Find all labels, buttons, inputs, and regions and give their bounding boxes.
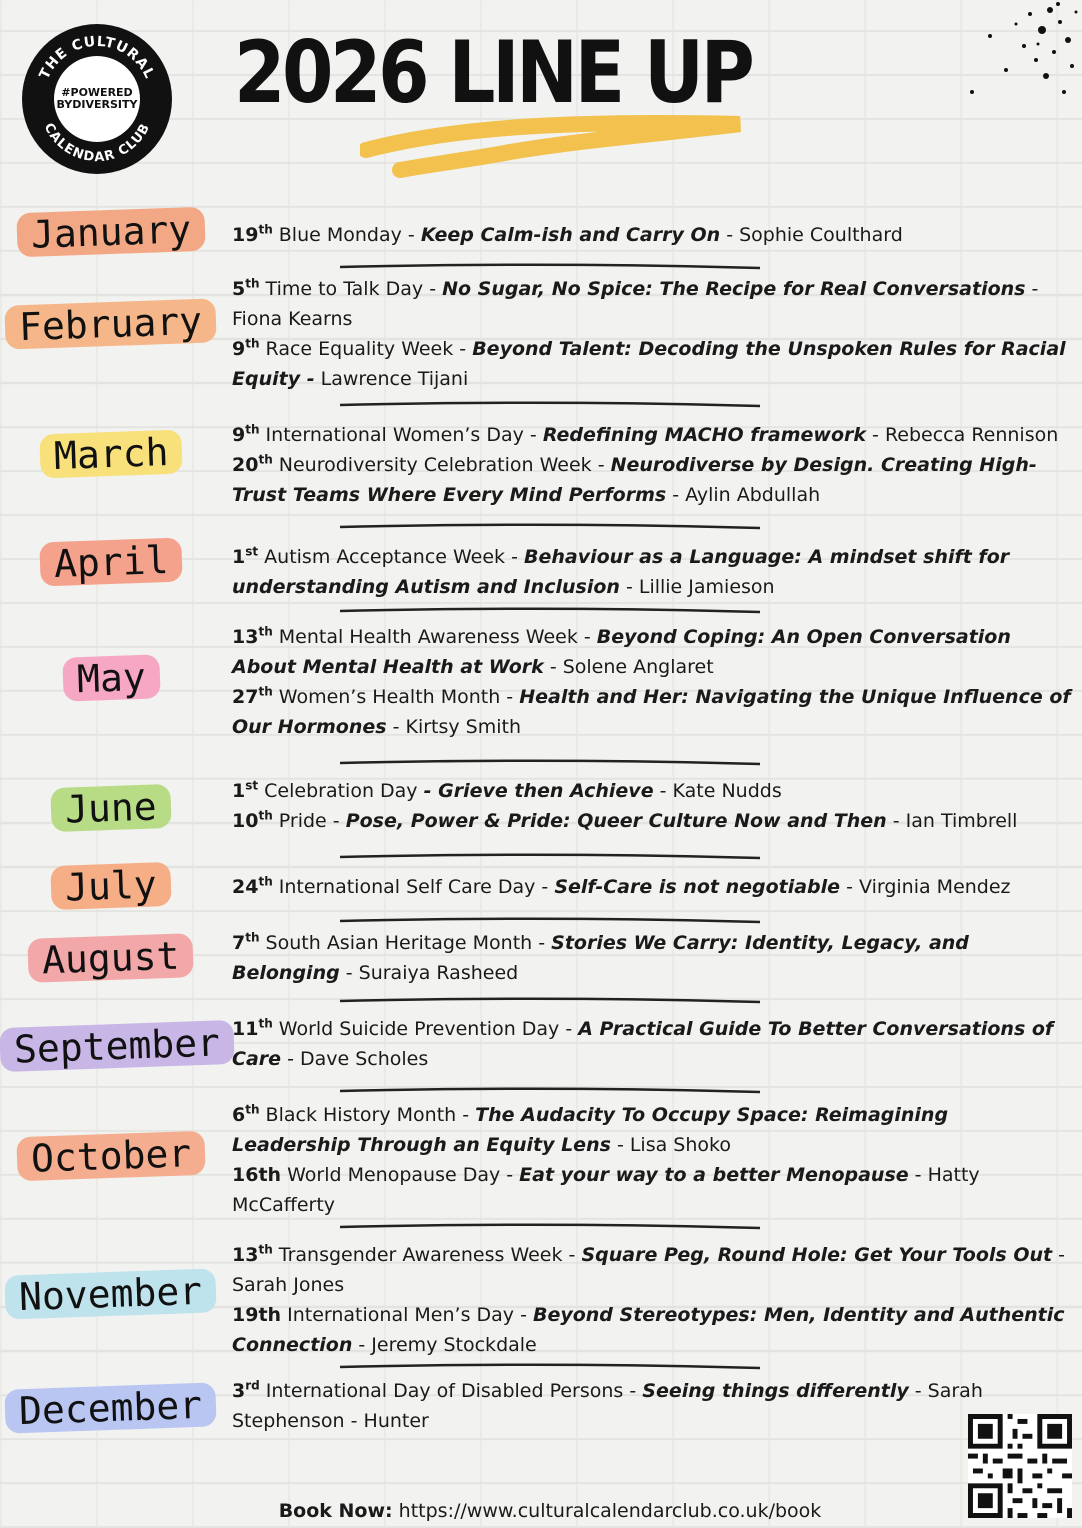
list-item — [232, 872, 1072, 902]
event-date-suffix: th — [258, 624, 273, 639]
list-item — [232, 220, 1072, 250]
event-name: Blue Monday - — [272, 224, 421, 246]
list-item — [232, 1014, 1072, 1074]
speaker-name: - Ian Timbrell — [886, 810, 1018, 832]
svg-text:THE CULTURAL — [37, 34, 158, 82]
month-label-text: December — [5, 1382, 217, 1433]
divider — [340, 758, 760, 768]
event-name: World Suicide Prevention Day - — [272, 1018, 579, 1040]
divider — [340, 1086, 760, 1096]
list-item — [232, 274, 1072, 334]
speaker-name: - Sarah Jones — [232, 1244, 1066, 1296]
talk-title: The Audacity To Occupy Space: Reimagining Leadership Through an Equity Lens — [232, 1104, 949, 1156]
footer — [0, 1500, 1082, 1522]
event-date-suffix: st — [245, 778, 259, 793]
talk-title: A Practical Guide To Better Conversations of Care — [232, 1018, 1054, 1070]
speaker-name: - Lisa Shoko — [610, 1134, 731, 1156]
event-name: Black History Month - — [259, 1104, 476, 1126]
list-item — [232, 1100, 1072, 1160]
list-item — [232, 1160, 1072, 1220]
divider — [340, 1222, 760, 1232]
month-label-november — [0, 1268, 222, 1320]
logo-ring-top-text: THE CULTURAL — [36, 33, 158, 82]
talk-title: Seeing things differently — [642, 1380, 909, 1402]
talk-title: Self-Care is not negotiable — [554, 876, 841, 898]
talk-title: Health and Her: Navigating the Unique Influence of Our Hormones — [232, 686, 1071, 738]
speaker-name: - Aylin Abdullah — [666, 484, 821, 506]
talk-title: Behaviour as a Language: A mindset shift for understanding Autism and Inclusion — [232, 546, 1010, 598]
speaker-name: - Sophie Coulthard — [720, 224, 903, 246]
month-label-text: July — [51, 862, 172, 910]
speaker-name: - Kate Nudds — [653, 780, 782, 802]
event-date: 10 — [232, 810, 259, 832]
divider — [340, 916, 760, 926]
event-name: South Asian Heritage Month - — [259, 932, 552, 954]
talk-title: Square Peg, Round Hole: Get Your Tools Out — [581, 1244, 1053, 1266]
event-date-suffix: th — [258, 222, 273, 237]
list-item — [232, 1240, 1072, 1300]
month-label-august — [0, 933, 222, 983]
event-date-suffix: th — [258, 874, 273, 889]
list-item — [232, 420, 1072, 450]
event-name: International Women’s Day - — [259, 424, 543, 446]
divider — [340, 1362, 760, 1372]
event-name: Pride - — [272, 810, 346, 832]
ink-splatter-decoration — [950, 0, 1080, 130]
list-item — [232, 334, 1072, 394]
event-date-suffix: th — [258, 808, 273, 823]
speaker-name: - Kirtsy Smith — [386, 716, 522, 738]
event-name: Mental Health Awareness Week - — [272, 626, 597, 648]
event-name: International Day of Disabled Persons - — [259, 1380, 643, 1402]
event-name: Time to Talk Day - — [259, 278, 443, 300]
event-date-suffix: th — [245, 1102, 260, 1117]
event-date: 27 — [232, 686, 259, 708]
speaker-name: - Sarah Stephenson - Hunter — [232, 1380, 983, 1432]
event-name: Race Equality Week - — [259, 338, 473, 360]
divider — [340, 852, 760, 862]
entry-group-may — [232, 622, 1072, 742]
logo-ring-bottom-text: CALENDAR CLUB — [40, 120, 154, 166]
event-name: International Self Care Day - — [272, 876, 555, 898]
talk-title: Neurodiverse by Design. Creating High-Trust Teams Where Every Mind Performs — [232, 454, 1037, 506]
month-label-march — [0, 432, 222, 476]
event-date-suffix: th — [245, 422, 260, 437]
page-title: 2026 LINE UP — [234, 23, 752, 123]
month-label-text: September — [0, 1020, 235, 1072]
talk-title: Eat your way to a better Menopause — [519, 1164, 909, 1186]
month-label-text: March — [39, 430, 183, 479]
talk-title: Keep Calm-ish and Carry On — [420, 224, 721, 246]
logo-line2: BYDIVERSITY — [56, 98, 138, 111]
divider — [340, 262, 760, 272]
speaker-name: - Dave Scholes — [281, 1048, 429, 1070]
logo-ring — [22, 24, 172, 174]
speaker-name: Lawrence Tijani — [314, 368, 469, 390]
entry-group-april — [232, 542, 1072, 602]
speaker-name: - Solene Anglaret — [543, 656, 714, 678]
event-date-suffix: th — [245, 930, 260, 945]
divider — [340, 522, 760, 532]
list-item — [232, 806, 1072, 836]
entry-group-february — [232, 274, 1072, 394]
talk-title: Beyond Stereotypes: Men, Identity and Authentic Connection — [232, 1304, 1065, 1356]
list-item — [232, 622, 1072, 682]
month-label-text: April — [39, 538, 183, 587]
event-date-suffix: th — [245, 276, 260, 291]
event-date-suffix: th — [245, 336, 260, 351]
event-name: Autism Acceptance Week - — [258, 546, 524, 568]
entry-group-december — [232, 1376, 992, 1436]
event-date-suffix: th — [258, 1242, 273, 1257]
event-date: 3 — [232, 1380, 246, 1402]
list-item — [232, 1300, 1072, 1360]
event-date: 1 — [232, 780, 246, 802]
event-date: 1 — [232, 546, 246, 568]
month-label-may — [0, 656, 222, 700]
month-label-june — [0, 786, 222, 830]
footer-label: Book Now: — [278, 1500, 393, 1522]
event-date: 20 — [232, 454, 259, 476]
speaker-name: - Fiona Kearns — [232, 278, 1039, 330]
speaker-name: - Hatty McCafferty — [232, 1164, 980, 1216]
logo — [22, 24, 172, 174]
list-item — [232, 542, 1072, 602]
event-date: 9 — [232, 424, 246, 446]
month-label-september — [0, 1020, 222, 1072]
event-date-suffix: th — [258, 452, 273, 467]
speaker-name: - Suraiya Rasheed — [339, 962, 519, 984]
month-label-text: May — [62, 654, 160, 701]
entry-group-march — [232, 420, 1072, 510]
event-name: Neurodiversity Celebration Week - — [272, 454, 611, 476]
list-item — [232, 682, 1072, 742]
month-label-text: August — [28, 933, 195, 983]
divider — [340, 400, 760, 410]
month-label-april — [0, 540, 222, 584]
logo-line1: #POWERED — [61, 86, 133, 99]
event-date: 5 — [232, 278, 246, 300]
speaker-name: - Jeremy Stockdale — [352, 1334, 537, 1356]
entry-group-july — [232, 872, 1072, 902]
booking-link[interactable]: https://www.culturalcalendarclub.co.uk/book — [392, 1500, 822, 1522]
event-date: 13 — [232, 626, 259, 648]
event-date-suffix: th — [258, 1016, 273, 1031]
event-date: 19th — [232, 1304, 282, 1326]
event-name: International Men’s Day - — [281, 1304, 533, 1326]
entry-group-august — [232, 928, 1072, 988]
list-item — [232, 776, 1072, 806]
month-label-text: October — [16, 1131, 206, 1182]
month-label-july — [0, 864, 222, 908]
event-date: 19 — [232, 224, 259, 246]
month-label-text: June — [51, 784, 172, 832]
divider — [340, 996, 760, 1006]
event-name: Celebration Day — [258, 780, 424, 802]
month-label-october — [0, 1131, 222, 1181]
entry-group-january — [232, 220, 1072, 250]
month-label-text: February — [5, 298, 217, 349]
list-item — [232, 928, 1072, 988]
event-date: 16th — [232, 1164, 282, 1186]
event-date: 9 — [232, 338, 246, 360]
speaker-name: - Rebecca Rennison — [866, 424, 1059, 446]
list-item — [232, 450, 1072, 510]
talk-title: Beyond Coping: An Open Conversation About Mental Health at Work — [232, 626, 1011, 678]
talk-title: - Grieve then Achieve — [423, 780, 654, 802]
divider — [340, 606, 760, 616]
entry-group-november — [232, 1240, 1072, 1360]
event-date-suffix: th — [258, 684, 273, 699]
month-label-december — [0, 1382, 222, 1434]
svg-text:CALENDAR CLUB — [41, 121, 154, 165]
event-date: 24 — [232, 876, 259, 898]
month-label-february — [0, 298, 222, 350]
month-label-text: November — [5, 1268, 217, 1319]
entry-group-october — [232, 1100, 1072, 1220]
talk-title: Beyond Talent: Decoding the Unspoken Rules for Racial Equity - — [232, 338, 1066, 390]
event-name: World Menopause Day - — [281, 1164, 520, 1186]
event-date: 13 — [232, 1244, 259, 1266]
talk-title: Stories We Carry: Identity, Legacy, and Belonging — [232, 932, 969, 984]
list-item — [232, 1376, 992, 1436]
speaker-name: - Virginia Mendez — [840, 876, 1011, 898]
event-date: 6 — [232, 1104, 246, 1126]
entry-group-june — [232, 776, 1072, 836]
talk-title: Redefining MACHO framework — [542, 424, 867, 446]
speaker-name: - Lillie Jamieson — [619, 576, 775, 598]
event-date: 11 — [232, 1018, 259, 1040]
talk-title: No Sugar, No Spice: The Recipe for Real Conversations — [442, 278, 1026, 300]
event-date-suffix: st — [245, 544, 259, 559]
month-label-text: January — [16, 207, 206, 258]
event-name: Women’s Health Month - — [272, 686, 520, 708]
talk-title: Pose, Power & Pride: Queer Culture Now and Then — [345, 810, 887, 832]
event-name: Transgender Awareness Week - — [272, 1244, 582, 1266]
event-date-suffix: rd — [245, 1378, 260, 1393]
event-date: 7 — [232, 932, 246, 954]
entry-group-september — [232, 1014, 1072, 1074]
month-label-january — [0, 207, 222, 257]
